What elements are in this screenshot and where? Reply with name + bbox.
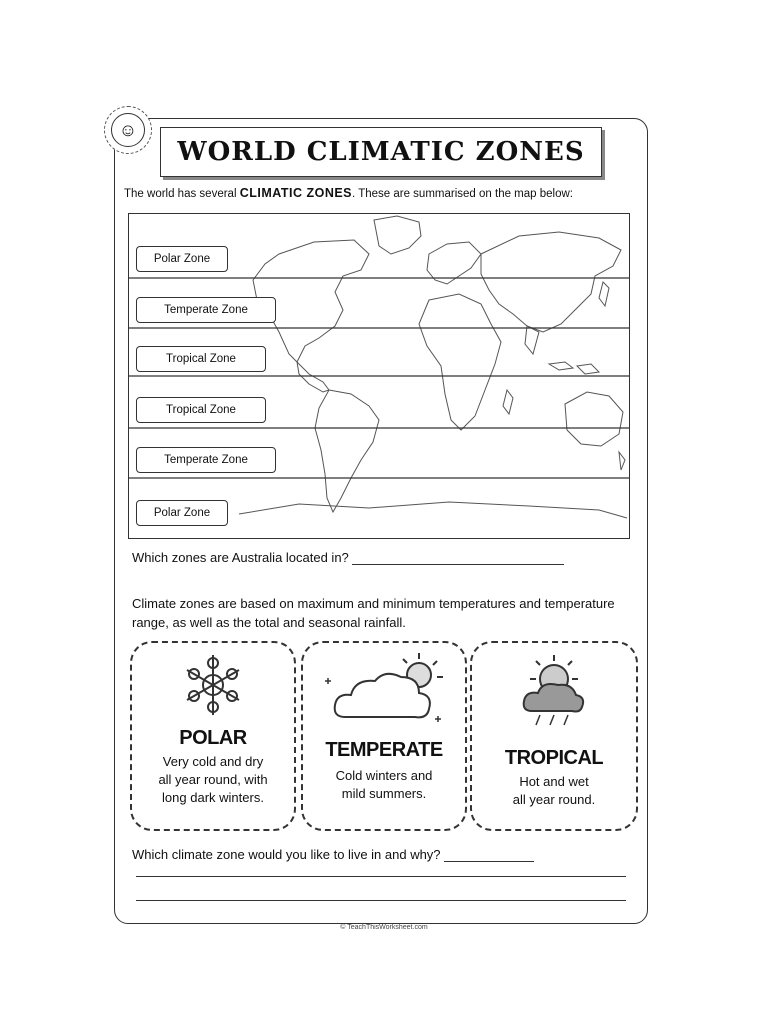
question-climate-choice: [132, 847, 534, 862]
climate-paragraph: Climate zones are based on maximum and minimum temperatures and temperature range, as well as the total and seasonal rainfall.: [132, 596, 615, 630]
card-polar: [130, 641, 296, 831]
world-map: [128, 213, 630, 539]
card-temperate-desc-line: mild summers.: [341, 786, 427, 801]
answer-line-climate-first[interactable]: [444, 861, 534, 862]
page-title: WORLD CLIMATIC ZONES: [177, 137, 585, 167]
zone-label-tropical-north: Tropical Zone: [136, 346, 266, 372]
card-polar-desc: [132, 753, 294, 807]
card-polar-desc-line: long dark winters.: [162, 790, 264, 805]
copyright-footer: © TeachThisWorksheet.com: [340, 924, 428, 931]
title-box: [160, 127, 602, 177]
card-polar-desc-line: Very cold and dry: [162, 754, 264, 769]
smiley-logo: [104, 106, 152, 154]
zone-label-temperate-south: Temperate Zone: [136, 447, 276, 473]
card-polar-desc-line: all year round, with: [158, 772, 268, 787]
card-temperate-title: TEMPERATE: [325, 739, 443, 761]
card-tropical: [470, 641, 638, 831]
card-temperate-desc: [303, 767, 465, 803]
intro-after: . These are summarised on the map below:: [352, 188, 573, 200]
intro-before: The world has several: [124, 188, 240, 200]
cloud-sun-icon: [323, 647, 449, 733]
zone-label-tropical-south: Tropical Zone: [136, 397, 266, 423]
card-polar-title: POLAR: [179, 727, 247, 749]
zone-label-polar-north: Polar Zone: [136, 246, 228, 272]
card-tropical-title: TROPICAL: [504, 747, 604, 769]
answer-line-climate-third[interactable]: [136, 900, 626, 901]
card-tropical-desc-line: Hot and wet: [519, 774, 589, 789]
smiley-face-icon: ☺: [111, 113, 145, 147]
card-tropical-desc: [472, 773, 636, 809]
question-australia: [132, 550, 564, 565]
intro-text: [124, 186, 644, 200]
question-climate-choice-text: Which climate zone would you like to live in and why?: [132, 847, 441, 862]
card-tropical-desc-line: all year round.: [512, 792, 596, 807]
answer-line-climate-second[interactable]: [136, 876, 626, 877]
intro-emphasis: CLIMATIC ZONES: [239, 186, 353, 200]
answer-line-australia[interactable]: [352, 564, 564, 565]
card-temperate: [301, 641, 467, 831]
question-australia-text: Which zones are Australia located in?: [132, 550, 349, 565]
card-temperate-desc-line: Cold winters and: [335, 768, 433, 783]
snowflake-icon: [179, 651, 247, 719]
sun-rain-icon: [516, 653, 592, 729]
zone-label-temperate-north: Temperate Zone: [136, 297, 276, 323]
zone-label-polar-south: Polar Zone: [136, 500, 228, 526]
